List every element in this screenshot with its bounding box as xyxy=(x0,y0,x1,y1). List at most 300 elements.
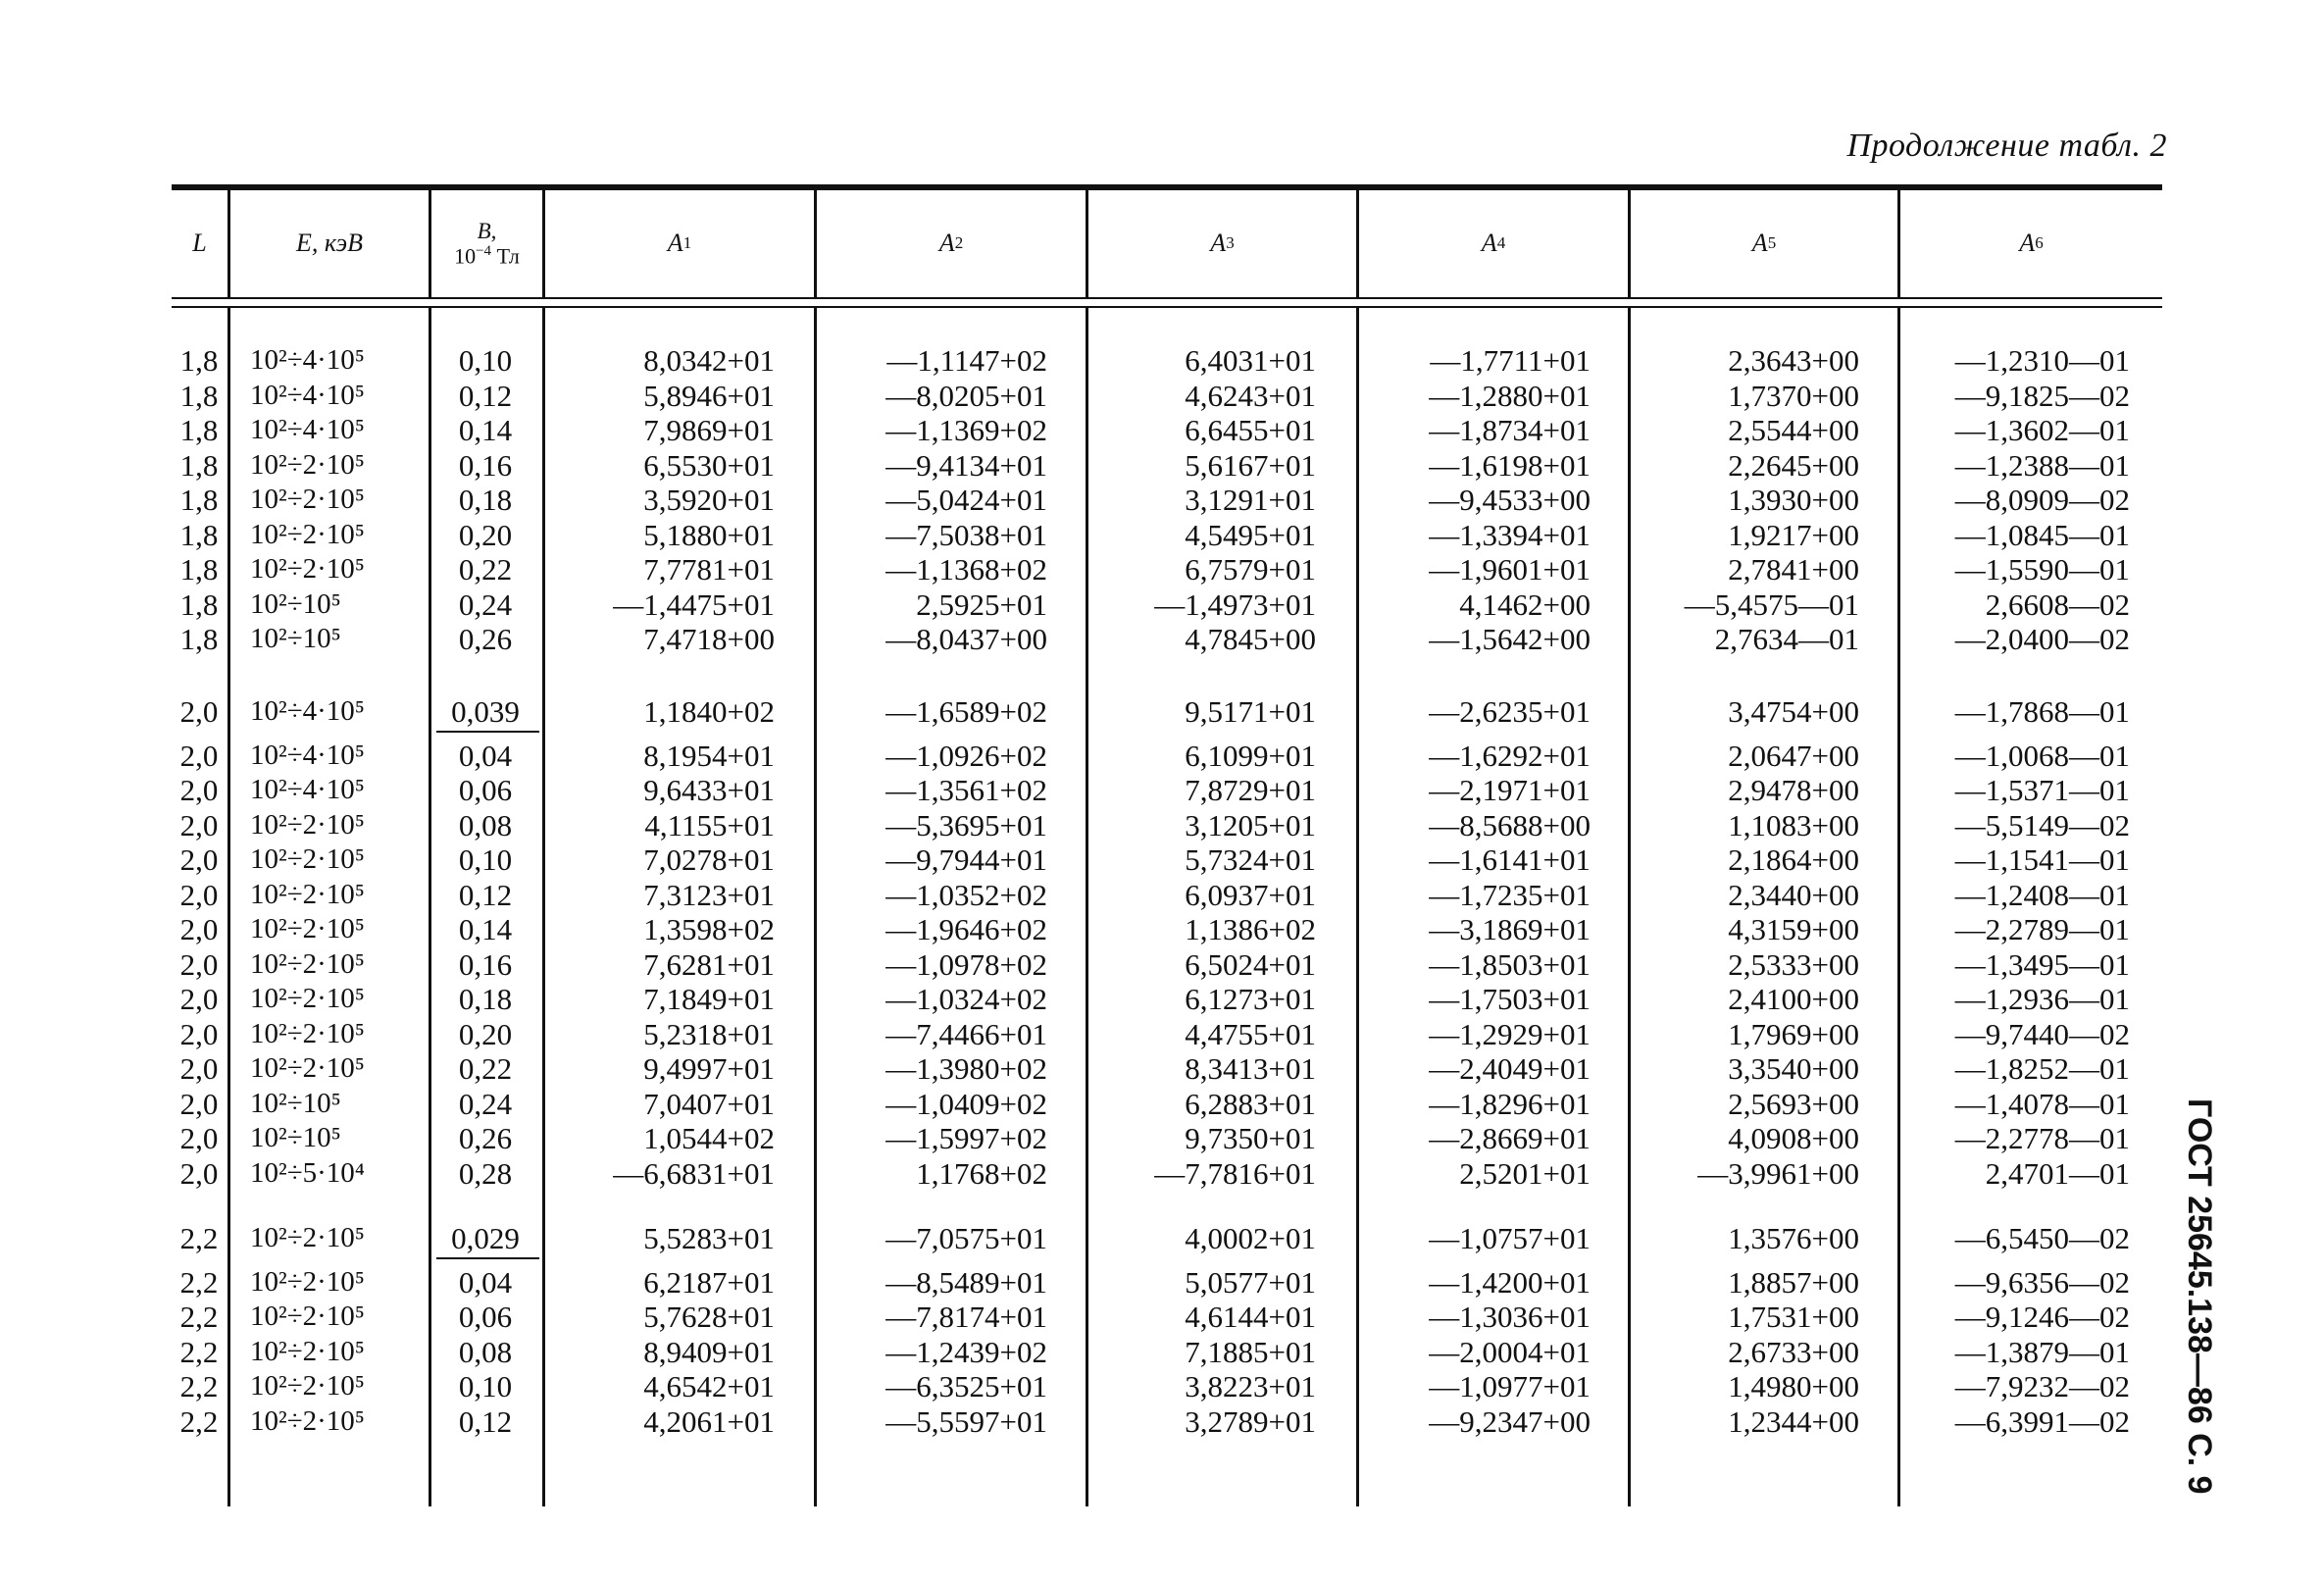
cell-L: 2,0 xyxy=(179,1051,219,1086)
header-A-sub: 4 xyxy=(1496,233,1506,253)
cell-A6: —1,0068—01 xyxy=(1954,738,2130,773)
cell-A4: —1,6141+01 xyxy=(1429,842,1591,877)
cell-A1: 7,9869+01 xyxy=(643,413,775,447)
cell-L: 2,0 xyxy=(179,807,219,842)
cell-L: 2,2 xyxy=(179,1403,219,1439)
cell-A6: —2,2778—01 xyxy=(1954,1121,2130,1155)
cell-A4: —1,0977+01 xyxy=(1429,1369,1591,1403)
cell-A4: —2,1971+01 xyxy=(1429,773,1591,807)
cell-B: 0,20 xyxy=(458,517,513,552)
cell-B: 0,08 xyxy=(458,807,513,842)
cell-A6: —1,7868—01 xyxy=(1954,694,2130,729)
cell-A2: —1,0324+02 xyxy=(885,982,1047,1016)
cell-A2: —7,5038+01 xyxy=(885,517,1047,552)
cell-A1: 1,0544+02 xyxy=(643,1121,775,1155)
table-row xyxy=(0,413,2324,447)
cell-L: 2,0 xyxy=(179,694,219,729)
cell-A3: 4,6243+01 xyxy=(1185,378,1316,413)
cell-A5: 2,2645+00 xyxy=(1728,447,1859,483)
table-row xyxy=(0,694,2324,729)
cell-A4: —2,6235+01 xyxy=(1429,694,1591,729)
cell-A3: 7,1885+01 xyxy=(1185,1334,1316,1369)
cell-A6: —1,3495—01 xyxy=(1954,946,2130,982)
cell-A4: —1,7503+01 xyxy=(1429,982,1591,1016)
cell-A5: 2,7841+00 xyxy=(1728,552,1859,586)
cell-A2: —1,0926+02 xyxy=(885,738,1047,773)
cell-E: 10²÷2·10⁵ xyxy=(250,1222,365,1253)
cell-A3: 6,1273+01 xyxy=(1185,982,1316,1016)
cell-A5: 4,0908+00 xyxy=(1728,1121,1859,1155)
cell-A1: 7,4718+00 xyxy=(643,622,775,656)
cell-A5: 1,9217+00 xyxy=(1728,517,1859,552)
cell-B: 0,24 xyxy=(458,1086,513,1121)
cell-A4: —3,1869+01 xyxy=(1429,912,1591,946)
cell-A5: 2,1864+00 xyxy=(1728,842,1859,877)
cell-A6: —1,2388—01 xyxy=(1954,447,2130,483)
cell-L: 2,2 xyxy=(179,1334,219,1369)
cell-E: 10²÷2·10⁵ xyxy=(250,1265,365,1298)
cell-A3: 6,1099+01 xyxy=(1185,738,1316,773)
cell-A6: —1,2310—01 xyxy=(1954,343,2130,378)
cell-A3: —1,4973+01 xyxy=(1154,586,1316,622)
cell-A2: —1,0409+02 xyxy=(885,1086,1047,1121)
cell-B: 0,22 xyxy=(458,552,513,586)
cell-A2: —8,0437+00 xyxy=(885,622,1047,656)
cell-A5: 1,8857+00 xyxy=(1728,1264,1859,1300)
cell-A1: 5,2318+01 xyxy=(643,1016,775,1051)
cell-A5: 1,3930+00 xyxy=(1728,483,1859,517)
table-row xyxy=(0,773,2324,807)
cell-A2: 2,5925+01 xyxy=(916,586,1047,622)
cell-A4: —1,7711+01 xyxy=(1430,343,1591,378)
header-A-sub: 6 xyxy=(2035,233,2044,253)
header-B-unit-exp: −4 xyxy=(476,243,492,260)
cell-A1: 8,9409+01 xyxy=(643,1334,775,1369)
cell-A2: —5,0424+01 xyxy=(885,483,1047,517)
cell-E: 10²÷4·10⁵ xyxy=(250,414,365,445)
header-A-letter: A xyxy=(1751,229,1768,258)
cell-E: 10²÷2·10⁵ xyxy=(250,1300,365,1332)
cell-A6: —1,3602—01 xyxy=(1954,413,2130,447)
header-E-text: E, кэВ xyxy=(295,229,364,258)
cell-A5: 2,6733+00 xyxy=(1728,1334,1859,1369)
cell-A6: —1,0845—01 xyxy=(1954,517,2130,552)
cell-A2: —6,3525+01 xyxy=(885,1369,1047,1403)
cell-L: 2,2 xyxy=(179,1264,219,1300)
cell-L: 2,0 xyxy=(179,842,219,877)
cell-A5: —5,4575—01 xyxy=(1684,586,1859,622)
cell-B: 0,029 xyxy=(451,1221,520,1255)
cell-E: 10²÷4·10⁵ xyxy=(250,379,365,411)
cell-A6: 2,4701—01 xyxy=(1985,1155,2130,1191)
cell-A1: 1,1840+02 xyxy=(643,694,775,729)
cell-A1: —1,4475+01 xyxy=(613,586,775,622)
cell-E: 10²÷2·10⁵ xyxy=(250,518,365,550)
cell-E: 10²÷2·10⁵ xyxy=(250,484,365,515)
cell-A4: —1,5642+00 xyxy=(1429,622,1591,656)
cell-L: 2,0 xyxy=(179,877,219,912)
header-A-sub: 1 xyxy=(682,233,692,253)
cell-A2: 1,1768+02 xyxy=(916,1155,1047,1191)
cell-A4: —1,3036+01 xyxy=(1429,1300,1591,1334)
cell-B: 0,18 xyxy=(458,982,513,1016)
cell-A4: 2,5201+01 xyxy=(1459,1155,1591,1191)
table-row xyxy=(0,1404,2324,1439)
cell-A2: —5,3695+01 xyxy=(885,807,1047,842)
table-row xyxy=(0,878,2324,912)
cell-B: 0,16 xyxy=(458,946,513,982)
cell-E: 10²÷2·10⁵ xyxy=(250,1017,365,1049)
cell-A2: —8,5489+01 xyxy=(885,1264,1047,1300)
cell-A2: —7,4466+01 xyxy=(885,1016,1047,1051)
cell-A1: 5,7628+01 xyxy=(643,1300,775,1334)
cell-B: 0,18 xyxy=(458,483,513,517)
table-row xyxy=(0,483,2324,517)
cell-A6: —8,0909—02 xyxy=(1954,483,2130,517)
cell-A6: —6,3991—02 xyxy=(1954,1403,2130,1439)
table-row xyxy=(0,622,2324,656)
cell-A4: —1,6292+01 xyxy=(1429,738,1591,773)
cell-A1: 5,5283+01 xyxy=(643,1221,775,1255)
cell-B: 0,26 xyxy=(458,622,513,656)
cell-A4: —9,2347+00 xyxy=(1429,1403,1591,1439)
table-row xyxy=(0,1369,2324,1403)
cell-E: 10²÷4·10⁵ xyxy=(250,344,365,376)
cell-B: 0,04 xyxy=(458,1264,513,1300)
cell-E: 10²÷2·10⁵ xyxy=(250,878,365,910)
cell-A3: 3,1291+01 xyxy=(1185,483,1316,517)
cell-B: 0,12 xyxy=(458,378,513,413)
cell-A3: 4,0002+01 xyxy=(1185,1221,1316,1255)
cell-A3: 5,0577+01 xyxy=(1185,1264,1316,1300)
cell-A5: 3,4754+00 xyxy=(1728,694,1859,729)
table-row xyxy=(0,1300,2324,1334)
cell-A4: —9,4533+00 xyxy=(1429,483,1591,517)
cell-A5: 2,7634—01 xyxy=(1714,622,1859,656)
cell-L: 1,8 xyxy=(179,622,219,656)
cell-A5: 2,4100+00 xyxy=(1728,982,1859,1016)
cell-B: 0,12 xyxy=(458,877,513,912)
cell-E: 10²÷2·10⁵ xyxy=(250,1370,365,1402)
cell-A1: 7,0407+01 xyxy=(643,1086,775,1121)
cell-E: 10²÷2·10⁵ xyxy=(250,983,365,1014)
header-A-sub: 5 xyxy=(1767,233,1777,253)
header-A-letter: A xyxy=(938,229,955,258)
cell-L: 1,8 xyxy=(179,586,219,622)
cell-A1: 4,1155+01 xyxy=(644,807,775,842)
cell-A1: 7,3123+01 xyxy=(643,877,775,912)
cell-A1: 9,6433+01 xyxy=(643,773,775,807)
cell-A1: 3,5920+01 xyxy=(643,483,775,517)
cell-A2: —1,1368+02 xyxy=(885,552,1047,586)
cell-A6: —1,5590—01 xyxy=(1954,552,2130,586)
cell-A3: 6,7579+01 xyxy=(1185,552,1316,586)
table-row xyxy=(0,1087,2324,1121)
cell-B: 0,06 xyxy=(458,1300,513,1334)
header-A-sub: 3 xyxy=(1226,233,1235,253)
header-B-symbol: B, xyxy=(477,219,497,244)
table-row xyxy=(0,982,2324,1016)
cell-A3: 6,6455+01 xyxy=(1185,413,1316,447)
cell-A5: 2,3440+00 xyxy=(1728,877,1859,912)
cell-L: 1,8 xyxy=(179,552,219,586)
cell-B: 0,10 xyxy=(458,842,513,877)
cell-L: 1,8 xyxy=(179,378,219,413)
cell-L: 1,8 xyxy=(179,447,219,483)
cell-L: 2,0 xyxy=(179,982,219,1016)
cell-A4: —2,4049+01 xyxy=(1429,1051,1591,1086)
header-A-letter: A xyxy=(667,229,683,258)
cell-L: 2,0 xyxy=(179,773,219,807)
cell-A5: 2,3643+00 xyxy=(1728,343,1859,378)
cell-B: 0,10 xyxy=(458,343,513,378)
cell-E: 10²÷2·10⁵ xyxy=(250,1052,365,1084)
table-row xyxy=(0,842,2324,877)
cell-A3: 7,8729+01 xyxy=(1185,773,1316,807)
cell-A3: 4,5495+01 xyxy=(1185,517,1316,552)
cell-B: 0,22 xyxy=(458,1051,513,1086)
cell-A5: 2,5544+00 xyxy=(1728,413,1859,447)
cell-A2: —1,2439+02 xyxy=(885,1334,1047,1369)
cell-A1: 7,7781+01 xyxy=(643,552,775,586)
cell-A4: —2,0004+01 xyxy=(1429,1334,1591,1369)
cell-A4: —1,2929+01 xyxy=(1429,1016,1591,1051)
cell-A1: 5,8946+01 xyxy=(643,378,775,413)
cell-A1: 7,0278+01 xyxy=(643,842,775,877)
cell-L: 1,8 xyxy=(179,483,219,517)
cell-A5: 4,3159+00 xyxy=(1728,912,1859,946)
cell-A1: —6,6831+01 xyxy=(613,1155,775,1191)
cell-A5: 1,3576+00 xyxy=(1728,1221,1859,1255)
cell-A4: —1,6198+01 xyxy=(1429,447,1591,483)
cell-A3: 3,2789+01 xyxy=(1185,1403,1316,1439)
header-A-sub: 2 xyxy=(954,233,964,253)
cell-A4: —1,0757+01 xyxy=(1429,1221,1591,1255)
table-row xyxy=(0,1017,2324,1051)
cell-A6: —1,2936—01 xyxy=(1954,982,2130,1016)
cell-A5: 2,5693+00 xyxy=(1728,1086,1859,1121)
cell-A3: 4,7845+00 xyxy=(1185,622,1316,656)
cell-A3: 6,5024+01 xyxy=(1185,946,1316,982)
cell-E: 10²÷4·10⁵ xyxy=(250,774,365,805)
cell-A6: 2,6608—02 xyxy=(1985,586,2130,622)
cell-A4: 4,1462+00 xyxy=(1459,586,1591,622)
cell-A5: 3,3540+00 xyxy=(1728,1051,1859,1086)
cell-E: 10²÷2·10⁵ xyxy=(250,1335,365,1367)
table-row xyxy=(0,587,2324,622)
table-row xyxy=(0,1265,2324,1300)
cell-A4: —1,7235+01 xyxy=(1429,877,1591,912)
cell-A6: —5,5149—02 xyxy=(1954,807,2130,842)
cell-A5: 2,0647+00 xyxy=(1728,738,1859,773)
header-B-unit-name: Тл xyxy=(496,243,520,269)
cell-E: 10²÷10⁵ xyxy=(250,587,341,620)
cell-E: 10²÷2·10⁵ xyxy=(250,947,365,980)
cell-E: 10²÷10⁵ xyxy=(250,623,341,654)
table-row xyxy=(0,1221,2324,1255)
cell-A2: —1,5997+02 xyxy=(885,1121,1047,1155)
cell-B: 0,28 xyxy=(458,1155,513,1191)
header-L-text: L xyxy=(192,229,207,258)
cell-L: 2,0 xyxy=(179,1121,219,1155)
cell-A4: —1,8503+01 xyxy=(1429,946,1591,982)
cell-L: 1,8 xyxy=(179,413,219,447)
table-row xyxy=(0,552,2324,586)
cell-A6: —1,8252—01 xyxy=(1954,1051,2130,1086)
table-row xyxy=(0,518,2324,552)
cell-A1: 6,5530+01 xyxy=(643,447,775,483)
cell-B: 0,039 xyxy=(451,694,520,729)
cell-A6: —1,3879—01 xyxy=(1954,1334,2130,1369)
cell-L: 2,0 xyxy=(179,738,219,773)
cell-A6: —9,7440—02 xyxy=(1954,1016,2130,1051)
table-row xyxy=(0,808,2324,842)
cell-A1: 4,2061+01 xyxy=(643,1403,775,1439)
cell-E: 10²÷2·10⁵ xyxy=(250,553,365,585)
cell-A2: —7,0575+01 xyxy=(885,1221,1047,1255)
cell-B: 0,04 xyxy=(458,738,513,773)
cell-A2: —1,3561+02 xyxy=(885,773,1047,807)
cell-A5: 1,4980+00 xyxy=(1728,1369,1859,1403)
cell-A1: 1,3598+02 xyxy=(643,912,775,946)
cell-L: 2,2 xyxy=(179,1369,219,1403)
cell-L: 2,0 xyxy=(179,946,219,982)
cell-A2: —1,3980+02 xyxy=(885,1051,1047,1086)
cell-B: 0,14 xyxy=(458,912,513,946)
cell-A1: 9,4997+01 xyxy=(643,1051,775,1086)
cell-E: 10²÷2·10⁵ xyxy=(250,913,365,944)
cell-E: 10²÷4·10⁵ xyxy=(250,695,365,727)
table-row xyxy=(0,448,2324,483)
cell-A4: —1,8734+01 xyxy=(1429,413,1591,447)
cell-A5: 1,7531+00 xyxy=(1728,1300,1859,1334)
cell-A1: 4,6542+01 xyxy=(643,1369,775,1403)
table-row xyxy=(0,379,2324,413)
cell-A2: —1,6589+02 xyxy=(885,694,1047,729)
cell-A5: 2,5333+00 xyxy=(1728,946,1859,982)
cell-A3: —7,7816+01 xyxy=(1154,1155,1316,1191)
cell-B: 0,26 xyxy=(458,1121,513,1155)
cell-E: 10²÷4·10⁵ xyxy=(250,739,365,771)
cell-A6: —1,5371—01 xyxy=(1954,773,2130,807)
table-row xyxy=(0,1156,2324,1191)
cell-A3: 3,1205+01 xyxy=(1185,807,1316,842)
cell-A4: —8,5688+00 xyxy=(1429,807,1591,842)
cell-A2: —5,5597+01 xyxy=(885,1403,1047,1439)
cell-A3: 9,7350+01 xyxy=(1185,1121,1316,1155)
cell-A2: —1,9646+02 xyxy=(885,912,1047,946)
cell-A6: —1,4078—01 xyxy=(1954,1086,2130,1121)
cell-B: 0,08 xyxy=(458,1334,513,1369)
header-B-unit-base: 10 xyxy=(454,243,477,269)
cell-A2: —1,1369+02 xyxy=(885,413,1047,447)
cell-A2: —8,0205+01 xyxy=(885,378,1047,413)
cell-A3: 6,2883+01 xyxy=(1185,1086,1316,1121)
cell-E: 10²÷2·10⁵ xyxy=(250,808,365,841)
cell-A5: 1,1083+00 xyxy=(1728,807,1859,842)
cell-A4: —1,8296+01 xyxy=(1429,1086,1591,1121)
cell-A4: —1,2880+01 xyxy=(1429,378,1591,413)
cell-E: 10²÷2·10⁵ xyxy=(250,1404,365,1437)
header-A-letter: A xyxy=(1481,229,1497,258)
cell-B: 0,10 xyxy=(458,1369,513,1403)
cell-A3: 8,3413+01 xyxy=(1185,1051,1316,1086)
cell-A3: 1,1386+02 xyxy=(1185,912,1316,946)
table-row xyxy=(0,947,2324,982)
cell-A2: —7,8174+01 xyxy=(885,1300,1047,1334)
table-caption: Продолжение табл. 2 xyxy=(1846,128,2167,164)
cell-A3: 4,6144+01 xyxy=(1185,1300,1316,1334)
cell-B: 0,20 xyxy=(458,1016,513,1051)
cell-A6: —2,0400—02 xyxy=(1954,622,2130,656)
cell-L: 2,0 xyxy=(179,1155,219,1191)
cell-B: 0,24 xyxy=(458,586,513,622)
cell-L: 1,8 xyxy=(179,343,219,378)
cell-A1: 7,6281+01 xyxy=(643,946,775,982)
cell-A5: 1,2344+00 xyxy=(1728,1403,1859,1439)
cell-A2: —1,0352+02 xyxy=(885,877,1047,912)
cell-A1: 5,1880+01 xyxy=(643,517,775,552)
cell-A6: —9,1246—02 xyxy=(1954,1300,2130,1334)
table-row xyxy=(0,343,2324,378)
cell-A6: —6,5450—02 xyxy=(1954,1221,2130,1255)
table-row xyxy=(0,1335,2324,1369)
header-A-letter: A xyxy=(1210,229,1227,258)
cell-A1: 6,2187+01 xyxy=(643,1264,775,1300)
cell-E: 10²÷10⁵ xyxy=(250,1087,341,1119)
cell-A5: —3,9961+00 xyxy=(1697,1155,1859,1191)
cell-A2: —9,7944+01 xyxy=(885,842,1047,877)
cell-A6: —1,2408—01 xyxy=(1954,877,2130,912)
cell-A2: —1,0978+02 xyxy=(885,946,1047,982)
cell-L: 2,2 xyxy=(179,1221,219,1255)
cell-A4: —2,8669+01 xyxy=(1429,1121,1591,1155)
cell-A3: 5,6167+01 xyxy=(1185,447,1316,483)
cell-A3: 6,0937+01 xyxy=(1185,877,1316,912)
cell-A1: 8,0342+01 xyxy=(643,343,775,378)
cell-A6: —9,1825—02 xyxy=(1954,378,2130,413)
cell-E: 10²÷2·10⁵ xyxy=(250,843,365,875)
cell-A6: —1,1541—01 xyxy=(1954,842,2130,877)
cell-E: 10²÷2·10⁵ xyxy=(250,448,365,481)
cell-L: 1,8 xyxy=(179,517,219,552)
cell-E: 10²÷5·10⁴ xyxy=(250,1156,365,1189)
cell-L: 2,0 xyxy=(179,912,219,946)
cell-L: 2,2 xyxy=(179,1300,219,1334)
cell-A3: 3,8223+01 xyxy=(1185,1369,1316,1403)
cell-A4: —1,4200+01 xyxy=(1429,1264,1591,1300)
b-value-underline xyxy=(436,1257,539,1259)
table-row xyxy=(0,1051,2324,1086)
cell-L: 2,0 xyxy=(179,1086,219,1121)
cell-A5: 2,9478+00 xyxy=(1728,773,1859,807)
cell-B: 0,16 xyxy=(458,447,513,483)
b-value-underline xyxy=(436,731,539,733)
header-A-letter: A xyxy=(2019,229,2036,258)
table-row xyxy=(0,739,2324,773)
cell-A1: 7,1849+01 xyxy=(643,982,775,1016)
cell-A3: 9,5171+01 xyxy=(1185,694,1316,729)
cell-A3: 4,4755+01 xyxy=(1185,1016,1316,1051)
cell-A3: 6,4031+01 xyxy=(1185,343,1316,378)
cell-A3: 5,7324+01 xyxy=(1185,842,1316,877)
cell-A6: —7,9232—02 xyxy=(1954,1369,2130,1403)
cell-A6: —2,2789—01 xyxy=(1954,912,2130,946)
cell-A1: 8,1954+01 xyxy=(643,738,775,773)
cell-L: 2,0 xyxy=(179,1016,219,1051)
cell-A4: —1,3394+01 xyxy=(1429,517,1591,552)
cell-B: 0,12 xyxy=(458,1403,513,1439)
